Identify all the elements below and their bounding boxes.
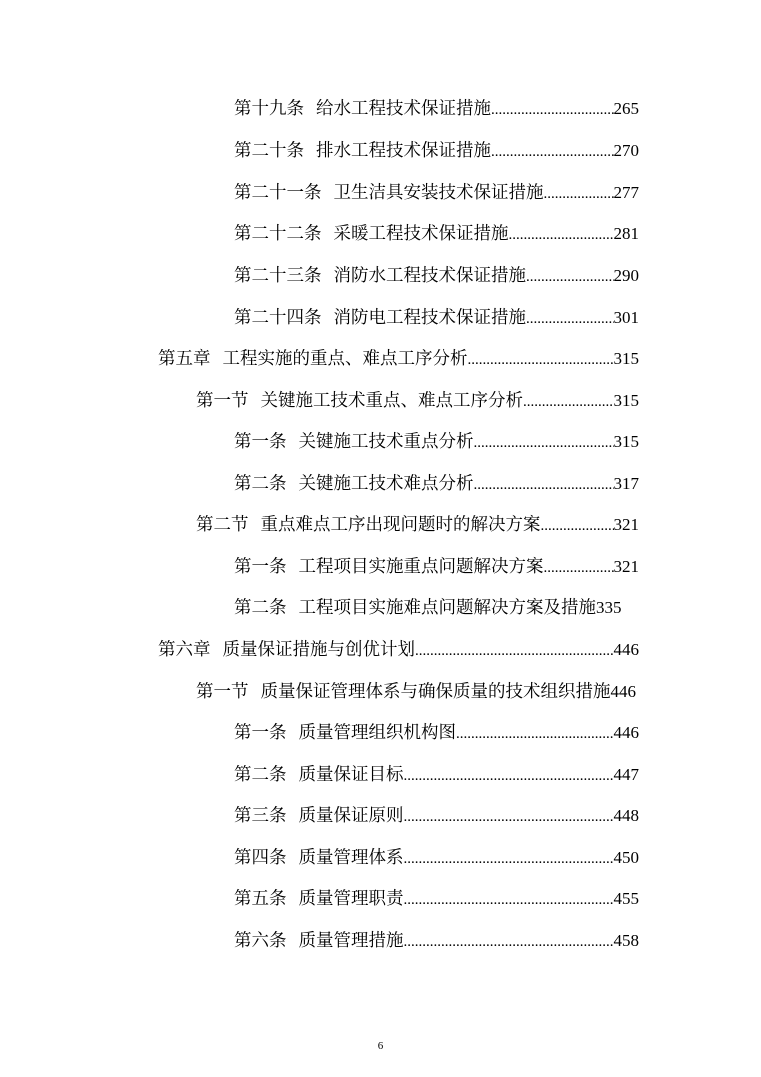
toc-entry-section[interactable] — [196, 388, 639, 414]
toc-entry-page: 315 — [613, 349, 639, 368]
toc-entry-number: 第二十二条 — [234, 224, 322, 244]
toc-entry-section[interactable] — [196, 512, 639, 538]
toc-entry-number: 第二节 — [196, 515, 249, 535]
toc-entry-page: 301 — [613, 308, 639, 327]
toc-entry-title: 质量保证原则 — [298, 806, 404, 826]
toc-entry-section[interactable] — [196, 679, 636, 705]
toc-entry-title: 关键施工技术难点分析 — [298, 474, 474, 494]
toc-entry-number: 第六条 — [234, 931, 287, 951]
toc-entry-number: 第三条 — [234, 806, 287, 826]
toc-entry-number: 第二条 — [234, 474, 287, 494]
toc-entry-page: 317 — [613, 474, 639, 493]
toc-entry-number: 第四条 — [234, 848, 287, 868]
toc-entry[interactable] — [234, 595, 622, 621]
dot-leader — [404, 803, 614, 829]
toc-entry[interactable] — [234, 762, 639, 788]
toc-entry-page: 448 — [613, 806, 639, 825]
dot-leader — [404, 886, 614, 912]
toc-entry-chapter[interactable] — [158, 346, 639, 372]
toc-entry-page: 265 — [613, 99, 639, 118]
toc-entry-title: 质量管理组织机构图 — [298, 723, 456, 743]
dot-leader — [541, 512, 614, 538]
toc-entry-title: 关键施工技术重点、难点工序分析 — [260, 391, 523, 411]
toc-entry-number: 第二十三条 — [234, 266, 322, 286]
dot-leader — [544, 554, 614, 580]
toc-entry-page: 270 — [613, 141, 639, 160]
toc-entry-number: 第一条 — [234, 432, 287, 452]
dot-leader — [544, 180, 614, 206]
dot-leader — [509, 221, 614, 247]
toc-entry-number: 第五章 — [158, 349, 211, 369]
toc-entry-number: 第十九条 — [234, 99, 304, 119]
toc-entry-number: 第二十条 — [234, 141, 304, 161]
toc-entry-page: 450 — [613, 848, 639, 867]
toc-entry-number: 第一节 — [196, 682, 249, 702]
dot-leader — [526, 263, 614, 289]
toc-entry[interactable] — [234, 138, 639, 164]
toc-entry[interactable] — [234, 886, 639, 912]
toc-entry-title: 质量管理职责 — [298, 889, 404, 909]
dot-leader — [474, 429, 614, 455]
toc-entry-page: 277 — [613, 183, 639, 202]
page-number: 6 — [377, 1040, 384, 1052]
toc-entry-page: 446 — [613, 640, 639, 659]
toc-entry-title: 工程项目实施重点问题解决方案 — [298, 557, 544, 577]
toc-entry[interactable] — [234, 928, 639, 954]
toc-entry[interactable] — [234, 845, 639, 871]
toc-entry[interactable] — [234, 180, 639, 206]
toc-entry-page: 315 — [613, 432, 639, 451]
toc-entry-title: 工程实施的重点、难点工序分析 — [222, 349, 468, 369]
toc-entry[interactable] — [234, 429, 639, 455]
toc-entry[interactable] — [234, 96, 639, 122]
toc-entry-title: 质量保证措施与创优计划 — [222, 640, 415, 660]
toc-entry-title: 关键施工技术重点分析 — [298, 432, 474, 452]
toc-entry[interactable] — [234, 263, 639, 289]
dot-leader — [404, 928, 614, 954]
toc-entry-title: 质量管理措施 — [298, 931, 404, 951]
dot-leader — [474, 471, 614, 497]
toc-entry-title: 消防水工程技术保证措施 — [333, 266, 526, 286]
dot-leader — [526, 305, 614, 331]
toc-entry-number: 第六章 — [158, 640, 211, 660]
toc-entry[interactable] — [234, 221, 639, 247]
toc-entry-number: 第二条 — [234, 765, 287, 785]
toc-entry-title: 排水工程技术保证措施 — [316, 141, 491, 161]
toc-entry-title: 给水工程技术保证措施 — [316, 99, 491, 119]
dot-leader — [415, 637, 614, 663]
toc-entry-title: 消防电工程技术保证措施 — [333, 308, 526, 328]
toc-entry-number: 第二条 — [234, 598, 287, 618]
toc-entry[interactable] — [234, 554, 639, 580]
toc-entry-page: 335 — [596, 598, 622, 617]
dot-leader — [491, 138, 614, 164]
toc-entry[interactable] — [234, 720, 639, 746]
toc-entry-number: 第二十一条 — [234, 183, 322, 203]
toc-entry-page: 290 — [613, 266, 639, 285]
toc-entry-title: 质量保证管理体系与确保质量的技术组织措施 — [260, 682, 611, 702]
toc-entry-page: 315 — [613, 391, 639, 410]
dot-leader — [404, 845, 614, 871]
dot-leader — [404, 762, 614, 788]
toc-entry-page: 281 — [613, 224, 639, 243]
toc-entry-title: 采暖工程技术保证措施 — [333, 224, 509, 244]
toc-entry-number: 第一条 — [234, 557, 287, 577]
toc-entry-title: 工程项目实施难点问题解决方案及措施 — [298, 598, 596, 618]
toc-entry-page: 458 — [613, 931, 639, 950]
toc-entry-title: 质量保证目标 — [298, 765, 404, 785]
toc-entry-title: 质量管理体系 — [298, 848, 404, 868]
toc-entry[interactable] — [234, 803, 639, 829]
toc-entry-number: 第一节 — [196, 391, 249, 411]
toc-entry-number: 第五条 — [234, 889, 287, 909]
dot-leader — [456, 720, 614, 746]
toc-entry-page: 321 — [613, 557, 639, 576]
toc-entry[interactable] — [234, 305, 639, 331]
toc-entry-page: 455 — [613, 889, 639, 908]
dot-leader — [468, 346, 614, 372]
toc-entry-page: 446 — [610, 682, 636, 701]
toc-entry-title: 重点难点工序出现问题时的解决方案 — [260, 515, 541, 535]
dot-leader — [491, 96, 614, 122]
toc-entry-number: 第二十四条 — [234, 308, 322, 328]
toc-entry-title: 卫生洁具安装技术保证措施 — [333, 183, 544, 203]
toc-entry-chapter[interactable] — [158, 637, 639, 663]
toc-entry-number: 第一条 — [234, 723, 287, 743]
toc-entry-page: 321 — [613, 515, 639, 534]
dot-leader — [523, 388, 614, 414]
toc-entry[interactable] — [234, 471, 639, 497]
toc-entry-page: 446 — [613, 723, 639, 742]
toc-entry-page: 447 — [613, 765, 639, 784]
